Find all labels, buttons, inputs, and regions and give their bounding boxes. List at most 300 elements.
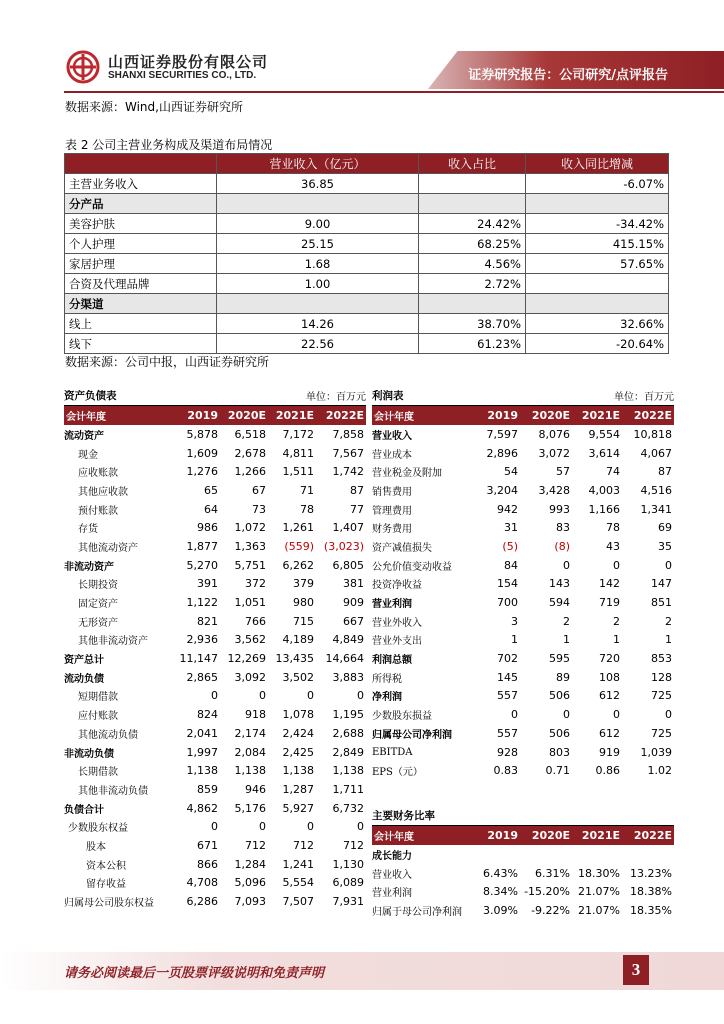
- value-cell: 3,614: [588, 446, 620, 460]
- value-cell: 0: [563, 708, 570, 722]
- value-cell: 7,507: [282, 895, 314, 909]
- income_statement-row: [372, 575, 674, 594]
- value-cell: 1,039: [640, 745, 672, 759]
- value-cell: 0: [211, 820, 218, 834]
- value-cell: 667: [343, 614, 364, 628]
- row-label: 资产总计: [64, 655, 104, 667]
- row-label: 管理费用: [372, 505, 412, 517]
- value-cell: 143: [549, 577, 570, 591]
- value-cell: 0: [613, 558, 620, 572]
- table2-row-label: 线上: [65, 314, 217, 334]
- value-cell: 719: [599, 596, 620, 610]
- financial-ratios: [372, 808, 674, 920]
- row-label: 成长能力: [372, 850, 412, 862]
- value-cell: 73: [252, 502, 266, 516]
- table2-cell: -20.64%: [526, 334, 669, 354]
- balance_sheet-row: [64, 892, 366, 911]
- value-cell: 18.30%: [578, 866, 620, 880]
- balance_sheet-row: [64, 462, 366, 481]
- value-cell: 918: [245, 708, 266, 722]
- value-cell: 594: [549, 596, 570, 610]
- value-cell: 1,195: [332, 708, 364, 722]
- table2-cell: 1.00: [217, 274, 419, 294]
- year-header: 2020E: [520, 826, 572, 845]
- table2-row: [65, 174, 669, 194]
- balance-sheet-title: 资产负债表: [64, 390, 117, 402]
- value-cell: 1,138: [186, 764, 218, 778]
- income_statement-row: [372, 593, 674, 612]
- value-cell: 2,678: [234, 446, 266, 460]
- table2-row-label: 美容护肤: [65, 214, 217, 234]
- value-cell: 1,609: [186, 446, 218, 460]
- row-label: 现金: [78, 449, 98, 461]
- table2-cell: 415.15%: [526, 234, 669, 254]
- value-cell: 909: [343, 596, 364, 610]
- value-cell: 0.83: [493, 764, 518, 778]
- value-cell: 6,805: [332, 558, 364, 572]
- row-label: 非流动负债: [64, 748, 114, 760]
- value-cell: 2,174: [234, 726, 266, 740]
- value-cell: (8): [554, 539, 570, 553]
- income_statement-row: [372, 518, 674, 537]
- table2-cell: 57.65%: [526, 254, 669, 274]
- row-label: 归属母公司股东权益: [64, 898, 154, 910]
- table2-cell: 22.56: [217, 334, 419, 354]
- value-cell: 2,424: [282, 726, 314, 740]
- table2-row-label: 主营业务收入: [65, 174, 217, 194]
- value-cell: 5,176: [234, 801, 266, 815]
- value-cell: 712: [245, 838, 266, 852]
- table2-row: [65, 334, 669, 354]
- row-label: 其他流动负债: [78, 729, 138, 741]
- value-cell: 2,896: [486, 446, 518, 460]
- table2-row: [65, 314, 669, 334]
- row-label: 其他非流动资产: [78, 636, 148, 648]
- row-label: 流动资产: [64, 430, 104, 442]
- value-cell: [622, 845, 674, 864]
- row-label: 营业税金及附加: [372, 468, 442, 480]
- value-cell: 557: [497, 689, 518, 703]
- year-header: 2022E: [622, 406, 674, 425]
- value-cell: 3,092: [234, 670, 266, 684]
- value-cell: 381: [343, 577, 364, 591]
- value-cell: 766: [245, 614, 266, 628]
- row-label: 短期借款: [78, 692, 118, 704]
- value-cell: (5): [502, 539, 518, 553]
- value-cell: 74: [606, 465, 620, 479]
- value-cell: 506: [549, 689, 570, 703]
- value-cell: 1: [563, 633, 570, 647]
- row-label: 销售费用: [372, 486, 412, 498]
- value-cell: 6,089: [332, 876, 364, 890]
- value-cell: 712: [293, 838, 314, 852]
- income_statement-row: [372, 425, 674, 444]
- value-cell: 4,708: [186, 876, 218, 890]
- balance_sheet-row: [64, 855, 366, 874]
- business-composition-table: [64, 153, 669, 354]
- value-cell: 942: [497, 502, 518, 516]
- value-cell: 506: [549, 726, 570, 740]
- value-cell: 7,172: [282, 427, 314, 441]
- ratios-row: [372, 901, 674, 920]
- value-cell: 5,270: [186, 558, 218, 572]
- value-cell: 3,562: [234, 633, 266, 647]
- value-cell: 2: [613, 614, 620, 628]
- table2-header-cell: 营业收入（亿元）: [217, 154, 419, 174]
- year-header: 2022E: [622, 826, 674, 845]
- value-cell: 0.86: [595, 764, 620, 778]
- income-statement: [372, 388, 674, 780]
- year-label: 会计年度: [372, 406, 476, 425]
- balance_sheet-row: [64, 668, 366, 687]
- value-cell: 1,138: [282, 764, 314, 778]
- value-cell: 4,516: [640, 483, 672, 497]
- table2-cell: [419, 194, 526, 214]
- income_statement-row: [372, 687, 674, 706]
- value-cell: 3,204: [486, 483, 518, 497]
- balance_sheet-row: [64, 575, 366, 594]
- value-cell: 18.38%: [630, 885, 672, 899]
- row-label: 利润总额: [372, 655, 412, 667]
- value-cell: 21.07%: [578, 885, 620, 899]
- value-cell: 1,051: [234, 596, 266, 610]
- value-cell: 4,849: [332, 633, 364, 647]
- row-label: 少数股东损益: [372, 711, 432, 723]
- year-header: 2021E: [572, 406, 622, 425]
- balance_sheet-row: [64, 500, 366, 519]
- page-number: 3: [623, 955, 649, 985]
- value-cell: 8,076: [538, 427, 570, 441]
- table2-cell: [217, 294, 419, 314]
- balance_sheet-row: [64, 705, 366, 724]
- value-cell: 10,818: [633, 427, 672, 441]
- value-cell: 69: [658, 521, 672, 535]
- value-cell: 4,189: [282, 633, 314, 647]
- value-cell: 18.35%: [630, 903, 672, 917]
- balance_sheet-row: [64, 481, 366, 500]
- row-label: EPS（元）: [372, 767, 423, 779]
- year-header: 2020E: [220, 406, 268, 425]
- balance-sheet: [64, 388, 366, 911]
- value-cell: 7,567: [332, 446, 364, 460]
- value-cell: 2,688: [332, 726, 364, 740]
- value-cell: 9,554: [588, 427, 620, 441]
- value-cell: 866: [197, 857, 218, 871]
- value-cell: 1,130: [332, 857, 364, 871]
- value-cell: 720: [599, 652, 620, 666]
- value-cell: 5,554: [282, 876, 314, 890]
- table2-cell: 36.85: [217, 174, 419, 194]
- income-statement-title: 利润表: [372, 390, 404, 402]
- value-cell: 0: [511, 708, 518, 722]
- value-cell: 8.34%: [483, 885, 518, 899]
- header-divider: [64, 91, 724, 93]
- value-cell: 0: [665, 708, 672, 722]
- table2-cell: -6.07%: [526, 174, 669, 194]
- table2-row: [65, 194, 669, 214]
- data-source-2: 数据来源：公司中报，山西证券研究所: [65, 355, 270, 369]
- value-cell: 725: [651, 689, 672, 703]
- value-cell: 3,072: [538, 446, 570, 460]
- value-cell: 859: [197, 782, 218, 796]
- value-cell: 671: [197, 838, 218, 852]
- ratios-row: [372, 864, 674, 883]
- table2-row: [65, 214, 669, 234]
- value-cell: 612: [599, 726, 620, 740]
- year-header: 2021E: [572, 826, 622, 845]
- income_statement-row: [372, 481, 674, 500]
- value-cell: 379: [293, 577, 314, 591]
- value-cell: 1,138: [234, 764, 266, 778]
- table2-row-label: 线下: [65, 334, 217, 354]
- value-cell: 89: [556, 670, 570, 684]
- table2-header-cell: [65, 154, 217, 174]
- value-cell: 1,241: [282, 857, 314, 871]
- row-label: 公允价值变动收益: [372, 561, 452, 573]
- table2-row: [65, 254, 669, 274]
- row-label: 少数股东权益: [68, 823, 128, 835]
- balance_sheet-row: [64, 649, 366, 668]
- table2-row-label: 家居护理: [65, 254, 217, 274]
- value-cell: 1,078: [282, 708, 314, 722]
- value-cell: 1: [613, 633, 620, 647]
- ratios-table: [372, 826, 674, 920]
- value-cell: [476, 845, 520, 864]
- income-statement-table: [372, 406, 674, 780]
- row-label: 无形资产: [78, 617, 118, 629]
- value-cell: 3,883: [332, 670, 364, 684]
- value-cell: 147: [651, 577, 672, 591]
- year-header: 2019: [174, 406, 220, 425]
- ratios-year-row: [372, 826, 674, 845]
- income_statement-row: [372, 500, 674, 519]
- value-cell: 87: [658, 465, 672, 479]
- balance_sheet-row: [64, 444, 366, 463]
- value-cell: 0: [211, 689, 218, 703]
- value-cell: [520, 845, 572, 864]
- balance_sheet-row: [64, 687, 366, 706]
- row-label: 营业收入: [372, 430, 412, 442]
- value-cell: 612: [599, 689, 620, 703]
- value-cell: 3: [511, 614, 518, 628]
- year-label: 会计年度: [64, 406, 174, 425]
- value-cell: 77: [350, 502, 364, 516]
- value-cell: 87: [350, 483, 364, 497]
- row-label: 营业利润: [372, 888, 412, 900]
- balance_sheet-row: [64, 817, 366, 836]
- value-cell: 128: [651, 670, 672, 684]
- table2-row: [65, 234, 669, 254]
- row-label: 固定资产: [78, 599, 118, 611]
- value-cell: 11,147: [179, 652, 218, 666]
- disclaimer-notice: 请务必阅读最后一页股票评级说明和免责声明: [64, 966, 325, 981]
- ratios-title: 主要财务比率: [372, 810, 435, 822]
- value-cell: 21.07%: [578, 903, 620, 917]
- row-label: 应收账款: [78, 468, 118, 480]
- income_statement-row: [372, 612, 674, 631]
- value-cell: 2,041: [186, 726, 218, 740]
- value-cell: 35: [658, 539, 672, 553]
- value-cell: 71: [300, 483, 314, 497]
- company-name-cn: 山西证券股份有限公司: [108, 53, 269, 71]
- income_statement-row: [372, 462, 674, 481]
- value-cell: 84: [504, 558, 518, 572]
- balance_sheet-row: [64, 799, 366, 818]
- value-cell: 2,425: [282, 745, 314, 759]
- value-cell: 3,502: [282, 670, 314, 684]
- value-cell: 6.31%: [535, 866, 570, 880]
- value-cell: 5,096: [234, 876, 266, 890]
- value-cell: 1: [511, 633, 518, 647]
- row-label: 其他非流动负债: [78, 785, 148, 797]
- value-cell: 154: [497, 577, 518, 591]
- table2-cell: 24.42%: [419, 214, 526, 234]
- value-cell: 7,931: [332, 895, 364, 909]
- table2-row-label: 分产品: [65, 194, 217, 214]
- balance_sheet-row: [64, 631, 366, 650]
- value-cell: 6,518: [234, 427, 266, 441]
- table2-cell: 4.56%: [419, 254, 526, 274]
- value-cell: 14,664: [325, 652, 364, 666]
- row-label: 营业外支出: [372, 636, 422, 648]
- value-cell: 372: [245, 577, 266, 591]
- year-header: 2020E: [520, 406, 572, 425]
- value-cell: 13.23%: [630, 866, 672, 880]
- value-cell: 1,363: [234, 539, 266, 553]
- table2-cell: 1.68: [217, 254, 419, 274]
- value-cell: 0: [357, 820, 364, 834]
- value-cell: 7,093: [234, 895, 266, 909]
- value-cell: 1,877: [186, 539, 218, 553]
- table2-cell: 32.66%: [526, 314, 669, 334]
- table2-cell: [419, 294, 526, 314]
- row-label: 归属母公司净利润: [372, 729, 452, 741]
- value-cell: 702: [497, 652, 518, 666]
- table2-cell: 68.25%: [419, 234, 526, 254]
- value-cell: 0: [307, 689, 314, 703]
- value-cell: 0: [259, 689, 266, 703]
- value-cell: 1,122: [186, 596, 218, 610]
- table2-cell: 2.72%: [419, 274, 526, 294]
- value-cell: 1,407: [332, 521, 364, 535]
- table2-row-label: 个人护理: [65, 234, 217, 254]
- value-cell: 1,742: [332, 465, 364, 479]
- row-label: 流动负债: [64, 673, 104, 685]
- row-label: 其他应收款: [78, 486, 128, 498]
- value-cell: 725: [651, 726, 672, 740]
- value-cell: (559): [284, 539, 314, 553]
- row-label: 所得税: [372, 673, 402, 685]
- value-cell: 1,284: [234, 857, 266, 871]
- income-statement-unit: 单位：百万元: [614, 392, 674, 403]
- value-cell: 6,262: [282, 558, 314, 572]
- value-cell: [572, 845, 622, 864]
- balance_sheet-row: [64, 556, 366, 575]
- table2-header-cell: 收入占比: [419, 154, 526, 174]
- value-cell: 2: [665, 614, 672, 628]
- income_statement-row: [372, 743, 674, 762]
- row-label: 负债合计: [64, 804, 104, 816]
- year-header: 2022E: [316, 406, 366, 425]
- value-cell: 6,286: [186, 895, 218, 909]
- value-cell: -9.22%: [531, 903, 570, 917]
- data-source-1: 数据来源：Wind,山西证券研究所: [65, 100, 243, 114]
- value-cell: 0: [307, 820, 314, 834]
- value-cell: 557: [497, 726, 518, 740]
- balance_sheet-row: [64, 537, 366, 556]
- ratios-row: [372, 845, 674, 864]
- balance_sheet-row: [64, 425, 366, 444]
- value-cell: 64: [204, 502, 218, 516]
- value-cell: 0: [613, 708, 620, 722]
- value-cell: 0: [357, 689, 364, 703]
- year-label: 会计年度: [372, 826, 476, 845]
- balance-sheet-header: [64, 388, 366, 406]
- value-cell: 2,849: [332, 745, 364, 759]
- value-cell: 142: [599, 577, 620, 591]
- value-cell: 6,732: [332, 801, 364, 815]
- table2-row: [65, 294, 669, 314]
- value-cell: 853: [651, 652, 672, 666]
- value-cell: 1,341: [640, 502, 672, 516]
- income_statement-row: [372, 724, 674, 743]
- value-cell: 928: [497, 745, 518, 759]
- value-cell: 851: [651, 596, 672, 610]
- value-cell: 700: [497, 596, 518, 610]
- income_statement-row: [372, 649, 674, 668]
- table2-row: [65, 274, 669, 294]
- table2-row-label: 分渠道: [65, 294, 217, 314]
- balance_sheet-row: [64, 612, 366, 631]
- balance_sheet-row: [64, 836, 366, 855]
- income_statement-row: [372, 444, 674, 463]
- table2-header-cell: 收入同比增减: [526, 154, 669, 174]
- row-label: EBITDA: [372, 746, 413, 758]
- balance_sheet-row: [64, 518, 366, 537]
- value-cell: 12,269: [227, 652, 266, 666]
- value-cell: 1,138: [332, 764, 364, 778]
- value-cell: 2,084: [234, 745, 266, 759]
- table2-cell: [217, 194, 419, 214]
- value-cell: 5,751: [234, 558, 266, 572]
- value-cell: 2: [563, 614, 570, 628]
- value-cell: 65: [204, 483, 218, 497]
- value-cell: -15.20%: [524, 885, 570, 899]
- value-cell: 7,858: [332, 427, 364, 441]
- value-cell: 2,865: [186, 670, 218, 684]
- table2-cell: 25.15: [217, 234, 419, 254]
- value-cell: 0: [665, 558, 672, 572]
- balance_sheet-row: [64, 724, 366, 743]
- row-label: 营业外收入: [372, 617, 422, 629]
- value-cell: 946: [245, 782, 266, 796]
- ratios-header: [372, 808, 674, 826]
- row-label: 营业利润: [372, 599, 412, 611]
- value-cell: 78: [300, 502, 314, 516]
- row-label: 非流动资产: [64, 561, 114, 573]
- year-header: 2019: [476, 406, 520, 425]
- table2-cell: [419, 174, 526, 194]
- value-cell: 1,072: [234, 521, 266, 535]
- income_statement-row: [372, 705, 674, 724]
- table2-cell: [526, 274, 669, 294]
- row-label: 应付账款: [78, 711, 118, 723]
- income_statement-year-row: [372, 406, 674, 425]
- row-label: 其他流动资产: [78, 542, 138, 554]
- value-cell: 2,936: [186, 633, 218, 647]
- table2-caption: 表 2 公司主营业务构成及渠道布局情况: [65, 138, 273, 152]
- value-cell: 595: [549, 652, 570, 666]
